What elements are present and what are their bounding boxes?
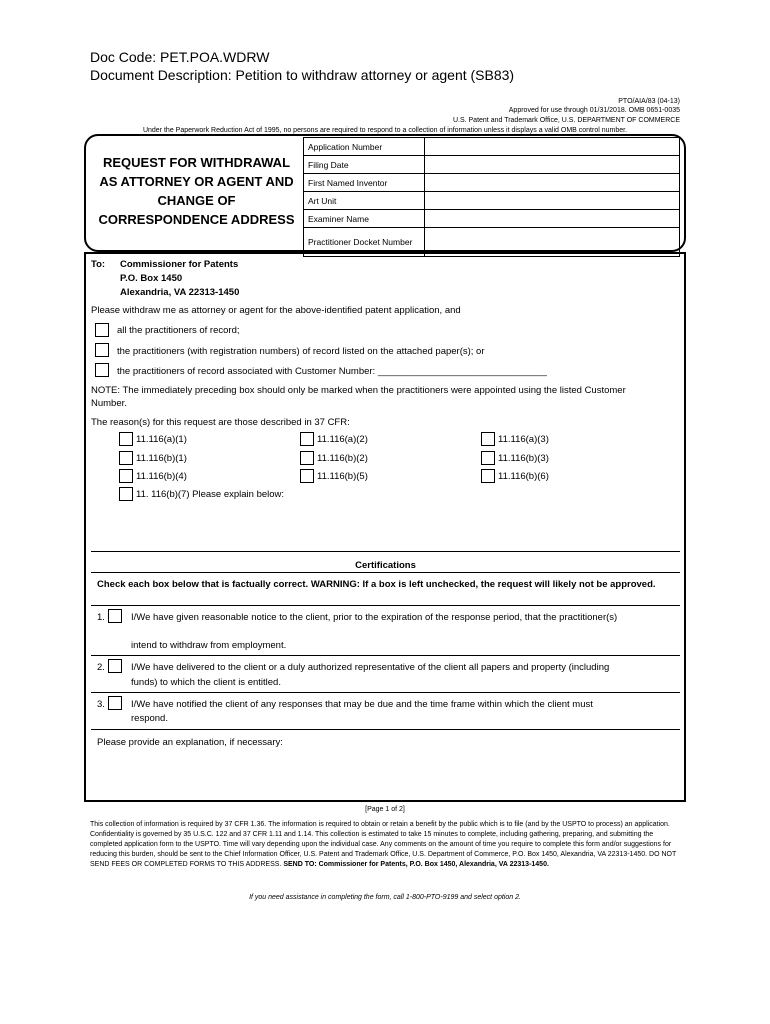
reason-a1-label: 11.116(a)(1) xyxy=(136,434,187,445)
reason-b1-label: 11.116(b)(1) xyxy=(136,453,187,464)
paperwork-notice: Under the Paperwork Reduction Act of 1995, no persons are required to respond to a collection of information unless it displays a valid OMB control number. xyxy=(142,127,628,134)
reason-a3-label: 11.116(a)(3) xyxy=(498,434,549,445)
cert-1-text-continued: intend to withdraw from employment. xyxy=(131,640,287,651)
cert-3-number: 3. xyxy=(97,699,105,710)
divider xyxy=(91,655,680,656)
examiner-name-field[interactable] xyxy=(425,210,680,228)
first-named-inventor-field[interactable] xyxy=(425,174,680,192)
cert-2-text-continued: funds) to which the client is entitled. xyxy=(131,677,281,688)
cert-1-number: 1. xyxy=(97,612,105,623)
reason-b3-checkbox[interactable] xyxy=(481,451,495,465)
certifications-warning: Check each box below that is factually correct. WARNING: If a box is left unchecked, the request will likely not be approved. xyxy=(97,579,656,590)
assistance-note: If you need assistance in completing the form, call 1-800-PTO-9199 and select option 2. xyxy=(249,894,521,901)
listed-practitioners-label: the practitioners (with registration numbers) of record listed on the attached paper(s); or xyxy=(117,346,485,357)
reason-b6-label: 11.116(b)(6) xyxy=(498,471,549,482)
reason-a2-checkbox[interactable] xyxy=(300,432,314,446)
reason-a1-checkbox[interactable] xyxy=(119,432,133,446)
cert-3-checkbox[interactable] xyxy=(108,696,122,710)
burden-statement-text: This collection of information is required by 37 CFR 1.36. The information is required to obtain or retain a benefit by the public which is to file (and by the USPTO to process) an application. Confidentiality is governed by 35 U.S.C. 122 and 37 CFR 1.11 and 1.14. This collection is estimated to take 15 minutes to complete, including gathering, preparing, and submitting the completed application form to the USPTO. Time will vary depending upon the individual case. Any comments on the amount of time you require to complete this form and/or suggestions for reducing this burden, should be sent to the Chief Information Officer, U.S. Patent and Trademark Office, U.S. Department of Commerce, P.O. Box 1450, Alexandria, VA 22313-1450. DO NOT SEND FEES OR COMPLETED FORMS TO THIS ADDRESS. xyxy=(90,821,677,868)
doc-code: Doc Code: PET.POA.WDRW xyxy=(90,49,270,65)
cert-3-text-continued: respond. xyxy=(131,713,168,724)
all-practitioners-label: all the practitioners of record; xyxy=(117,325,240,336)
reason-b4-checkbox[interactable] xyxy=(119,469,133,483)
customer-number-checkbox[interactable] xyxy=(95,363,109,377)
reason-a3-checkbox[interactable] xyxy=(481,432,495,446)
cert-2-text: I/We have delivered to the client or a duly authorized representative of the client all papers and property (including xyxy=(131,662,610,673)
explanation-area[interactable] xyxy=(96,752,676,796)
practitioner-docket-label: Practitioner Docket Number xyxy=(304,228,425,257)
filing-date-field[interactable] xyxy=(425,156,680,174)
divider xyxy=(91,605,680,606)
to-label: To: xyxy=(91,259,106,270)
title-line-4: CORRESPONDENCE ADDRESS xyxy=(98,212,295,227)
cert-2-checkbox[interactable] xyxy=(108,659,122,673)
art-unit-field[interactable] xyxy=(425,192,680,210)
art-unit-label: Art Unit xyxy=(304,192,425,210)
customer-number-label: the practitioners of record associated with Customer Number: ________________________________ xyxy=(117,366,547,377)
office-name: U.S. Patent and Trademark Office, U.S. DEPARTMENT OF COMMERCE xyxy=(452,117,680,124)
page-number: [Page 1 of 2] xyxy=(365,806,405,813)
note-text: NOTE: The immediately preceding box should only be marked when the practitioners were appointed using the listed Customer Number. xyxy=(91,385,626,409)
title-line-1: REQUEST FOR WITHDRAWAL xyxy=(102,155,291,170)
form-title xyxy=(94,153,299,229)
all-practitioners-checkbox[interactable] xyxy=(95,323,109,337)
reasons-intro: The reason(s) for this request are those described in 37 CFR: xyxy=(91,417,350,428)
certifications-heading: Certifications xyxy=(355,560,416,571)
divider xyxy=(91,551,680,552)
burden-statement xyxy=(90,820,680,870)
reason-b7-checkbox[interactable] xyxy=(119,487,133,501)
reason-b2-label: 11.116(b)(2) xyxy=(317,453,368,464)
doc-description: Document Description: Petition to withdraw attorney or agent (SB83) xyxy=(90,67,515,83)
reason-b1-checkbox[interactable] xyxy=(119,451,133,465)
cert-1-checkbox[interactable] xyxy=(108,609,122,623)
divider xyxy=(91,572,680,573)
filing-date-label: Filing Date xyxy=(304,156,425,174)
reason-b3-label: 11.116(b)(3) xyxy=(498,453,549,464)
application-number-field[interactable] xyxy=(425,138,680,156)
withdraw-intro: Please withdraw me as attorney or agent for the above-identified patent application, and xyxy=(91,305,461,316)
examiner-name-label: Examiner Name xyxy=(304,210,425,228)
reason-b7-label: 11. 116(b)(7) Please explain below: xyxy=(136,489,285,500)
form-id: PTO/AIA/83 (04-13) xyxy=(618,98,680,105)
reason-b5-checkbox[interactable] xyxy=(300,469,314,483)
reason-b5-label: 11.116(b)(5) xyxy=(317,471,368,482)
title-line-3: CHANGE OF xyxy=(157,193,236,208)
to-line-2: P.O. Box 1450 xyxy=(120,273,183,284)
application-number-label: Application Number xyxy=(304,138,425,156)
reason-b4-label: 11.116(b)(4) xyxy=(136,471,187,482)
send-to-address: SEND TO: Commissioner for Patents, P.O. Box 1450, Alexandria, VA 22313-1450. xyxy=(283,861,549,868)
explanation-label: Please provide an explanation, if necessary: xyxy=(97,737,283,748)
reason-b2-checkbox[interactable] xyxy=(300,451,314,465)
listed-practitioners-checkbox[interactable] xyxy=(95,343,109,357)
first-named-inventor-label: First Named Inventor xyxy=(304,174,425,192)
to-line-3: Alexandria, VA 22313-1450 xyxy=(120,287,240,298)
to-line-1: Commissioner for Patents xyxy=(120,259,239,270)
cert-1-text: I/We have given reasonable notice to the client, prior to the expiration of the response period, that the practitioner(s) xyxy=(131,612,618,623)
cert-3-text: I/We have notified the client of any responses that may be due and the time frame within which the client must xyxy=(131,699,593,710)
reason-a2-label: 11.116(a)(2) xyxy=(317,434,368,445)
reason-explanation-area[interactable] xyxy=(96,505,676,549)
reason-b6-checkbox[interactable] xyxy=(481,469,495,483)
divider xyxy=(91,692,680,693)
title-line-2: AS ATTORNEY OR AGENT AND xyxy=(99,174,294,189)
application-info-table xyxy=(303,137,680,257)
divider xyxy=(91,729,680,730)
cert-2-number: 2. xyxy=(97,662,105,673)
omb-approval: Approved for use through 01/31/2018. OMB 0651-0035 xyxy=(508,107,680,114)
